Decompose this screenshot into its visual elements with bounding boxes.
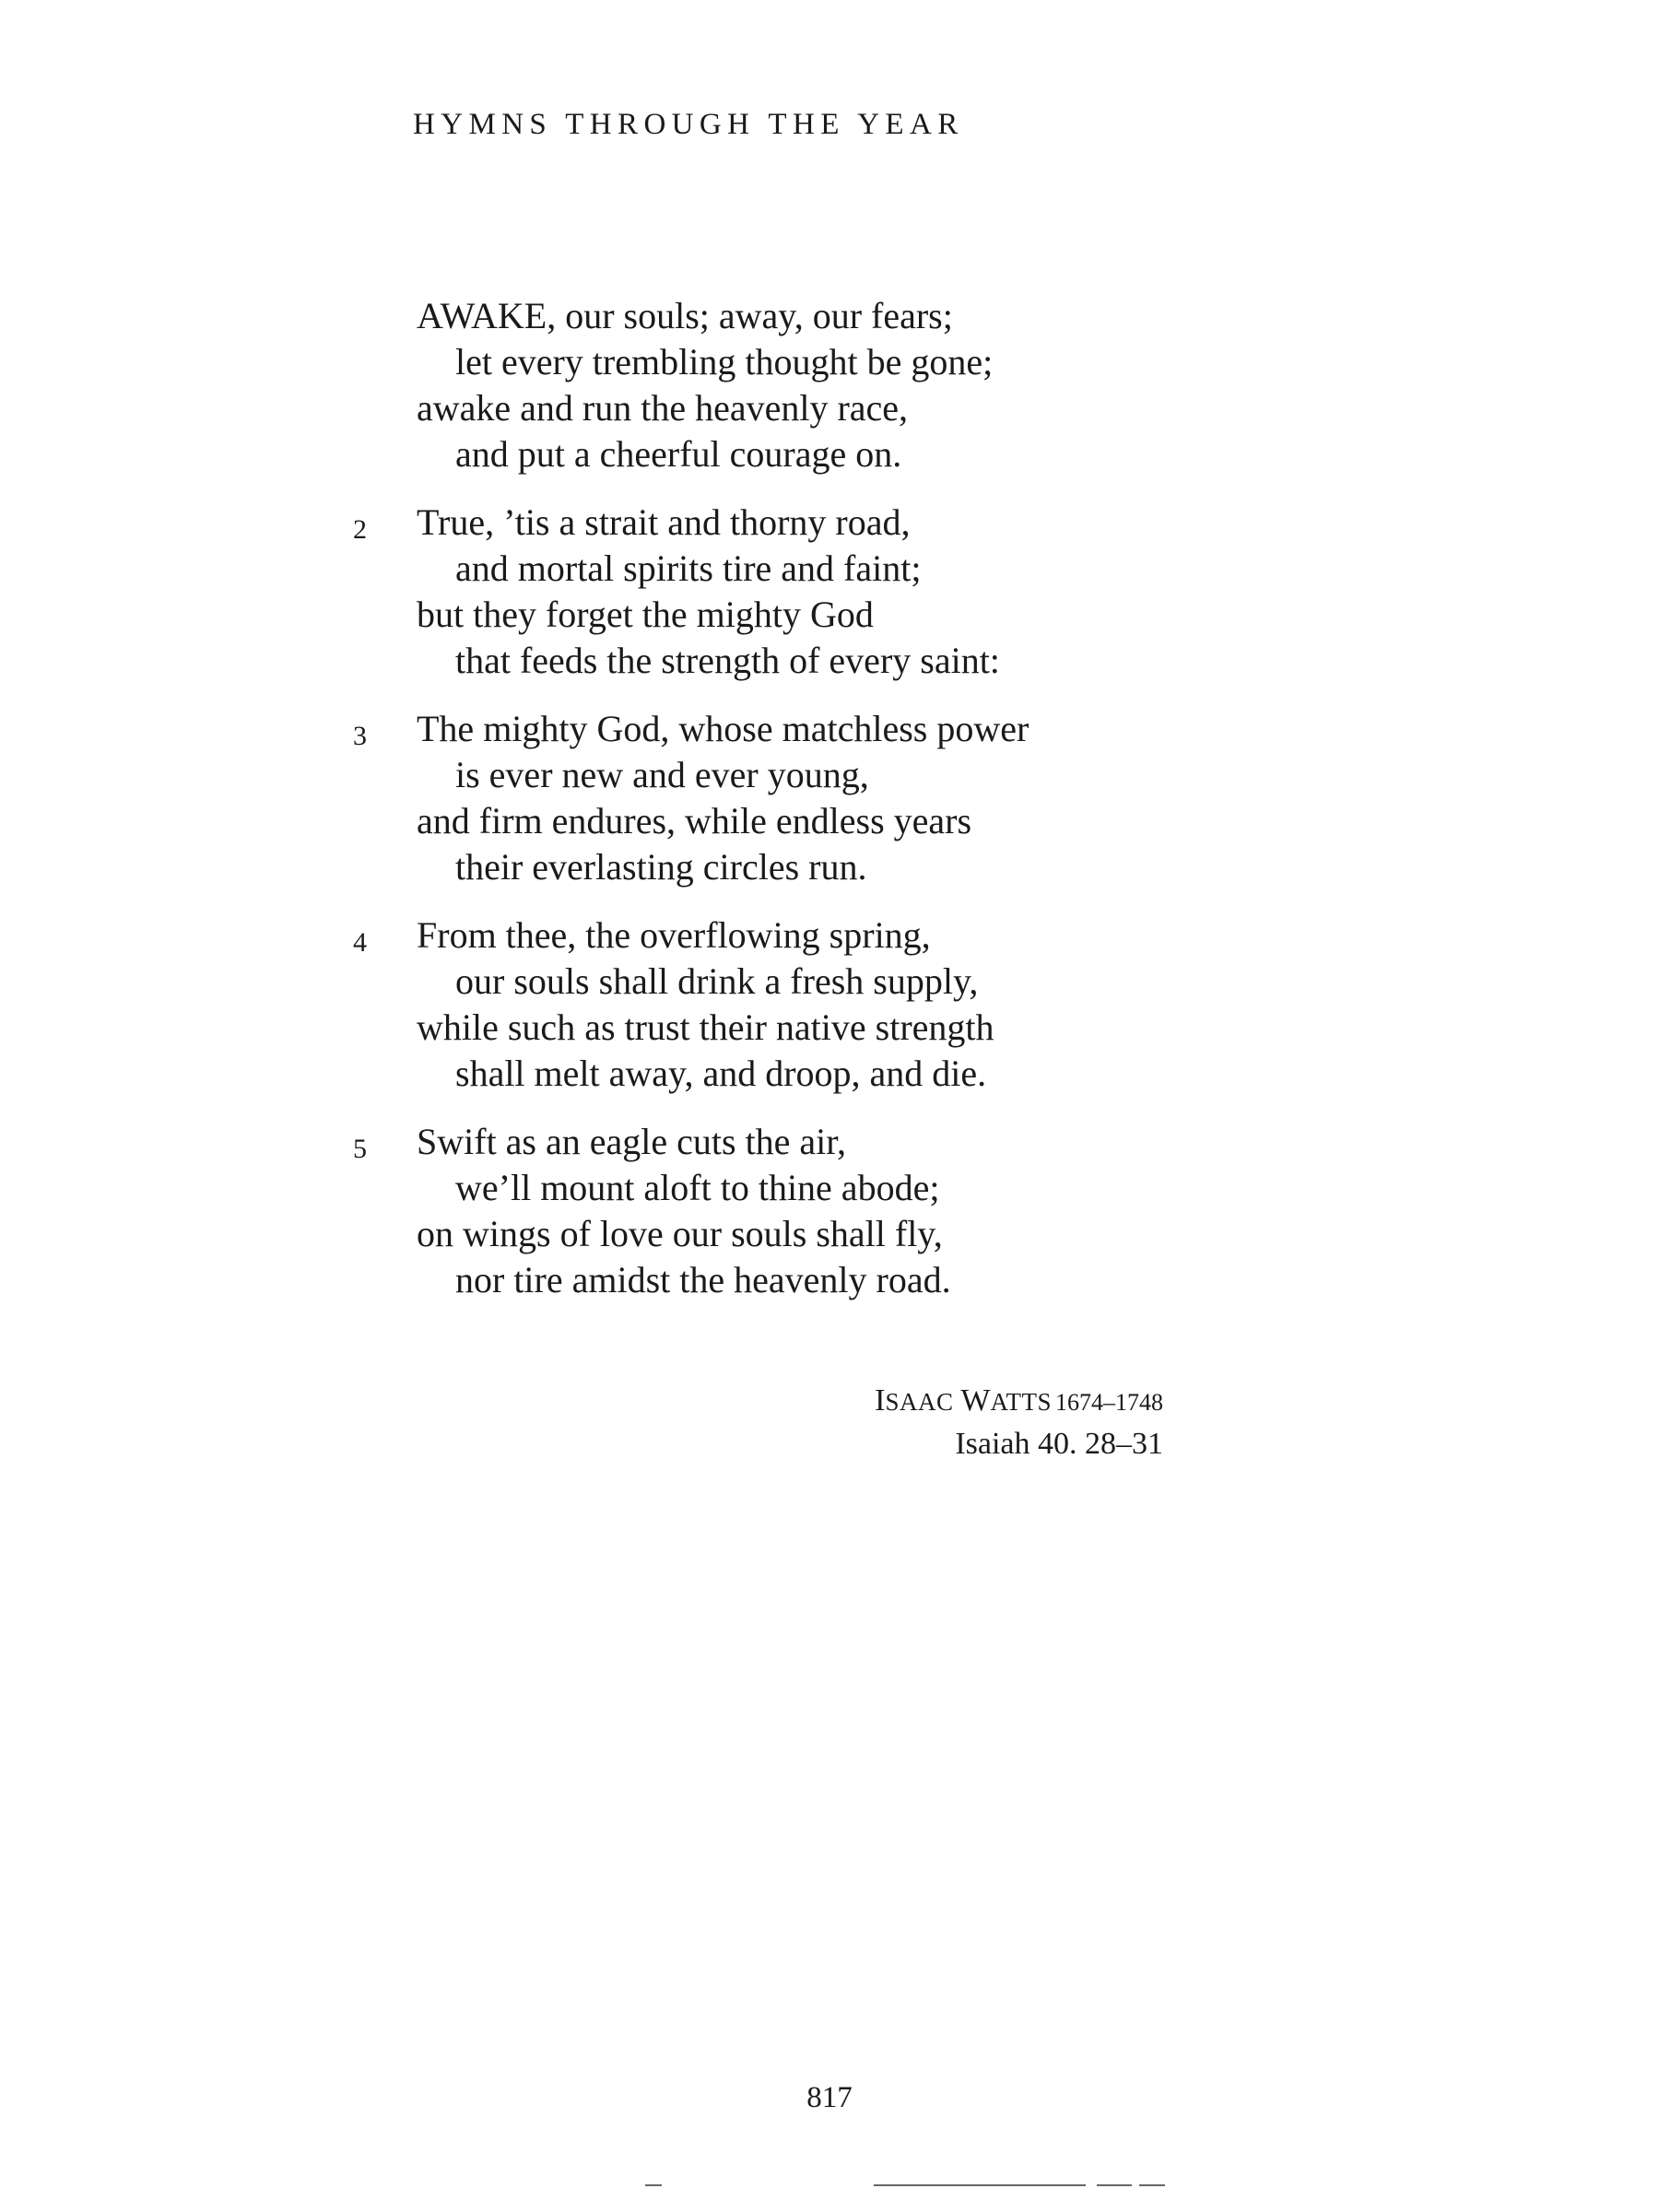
- verse-line: and firm endures, while endless years: [417, 800, 972, 841]
- scan-artifact: [1139, 2184, 1165, 2186]
- scripture-reference: Isaiah 40. 28–31: [955, 1427, 1163, 1461]
- verse-line: their everlasting circles run.: [455, 846, 867, 888]
- verse-line: From thee, the overflowing spring,: [417, 914, 931, 956]
- scan-artifact: [1097, 2184, 1132, 2186]
- scan-artifact: [874, 2184, 1086, 2186]
- verse-number: 2: [353, 514, 367, 545]
- verse-line: while such as trust their native strength: [417, 1006, 994, 1048]
- verse-line: let every trembling thought be gone;: [455, 341, 994, 382]
- verse-line: Swift as an eagle cuts the air,: [417, 1121, 847, 1162]
- verse-4: [0, 912, 1659, 1097]
- running-head: HYMNS THROUGH THE YEAR: [413, 108, 964, 141]
- scan-artifact: [645, 2184, 662, 2186]
- verse-1: [0, 293, 1659, 477]
- attribution: [875, 1380, 1163, 1465]
- author-smallcaps: SAAC: [885, 1388, 954, 1416]
- page-number: 817: [806, 2081, 853, 2114]
- author-line: [875, 1380, 1163, 1423]
- verse-line: that feeds the strength of every saint:: [455, 640, 1000, 681]
- verse-line: our souls shall drink a fresh supply,: [455, 960, 979, 1002]
- verse-number: 5: [353, 1134, 367, 1164]
- verse-line: awake and run the heavenly race,: [417, 387, 909, 429]
- verse-line: True, ’tis a strait and thorny road,: [417, 501, 911, 543]
- verse-5: [0, 1119, 1659, 1303]
- author-initial: I: [875, 1383, 886, 1418]
- verse-line: The mighty God, whose matchless power: [417, 708, 1030, 749]
- author-initial: W: [960, 1383, 991, 1418]
- verse-line: AWAKE, our souls; away, our fears;: [417, 295, 953, 336]
- author-dates: 1674–1748: [1055, 1389, 1163, 1416]
- verse-line: and mortal spirits tire and faint;: [455, 547, 922, 589]
- verse-number: 3: [353, 721, 367, 751]
- verse-line: on wings of love our souls shall fly,: [417, 1213, 943, 1254]
- verse-line: and put a cheerful courage on.: [455, 433, 902, 475]
- verse-2: [0, 500, 1659, 684]
- verse-line: shall melt away, and droop, and die.: [455, 1053, 987, 1094]
- verse-line: we’ll mount aloft to thine abode;: [455, 1167, 940, 1208]
- verse-line: nor tire amidst the heavenly road.: [455, 1259, 951, 1300]
- hymn-text: [0, 293, 1659, 1325]
- author-smallcaps: ATTS: [990, 1388, 1052, 1416]
- verse-number: 4: [353, 927, 367, 958]
- verse-line: is ever new and ever young,: [455, 754, 869, 795]
- verse-3: [0, 706, 1659, 890]
- verse-line: but they forget the mighty God: [417, 594, 874, 635]
